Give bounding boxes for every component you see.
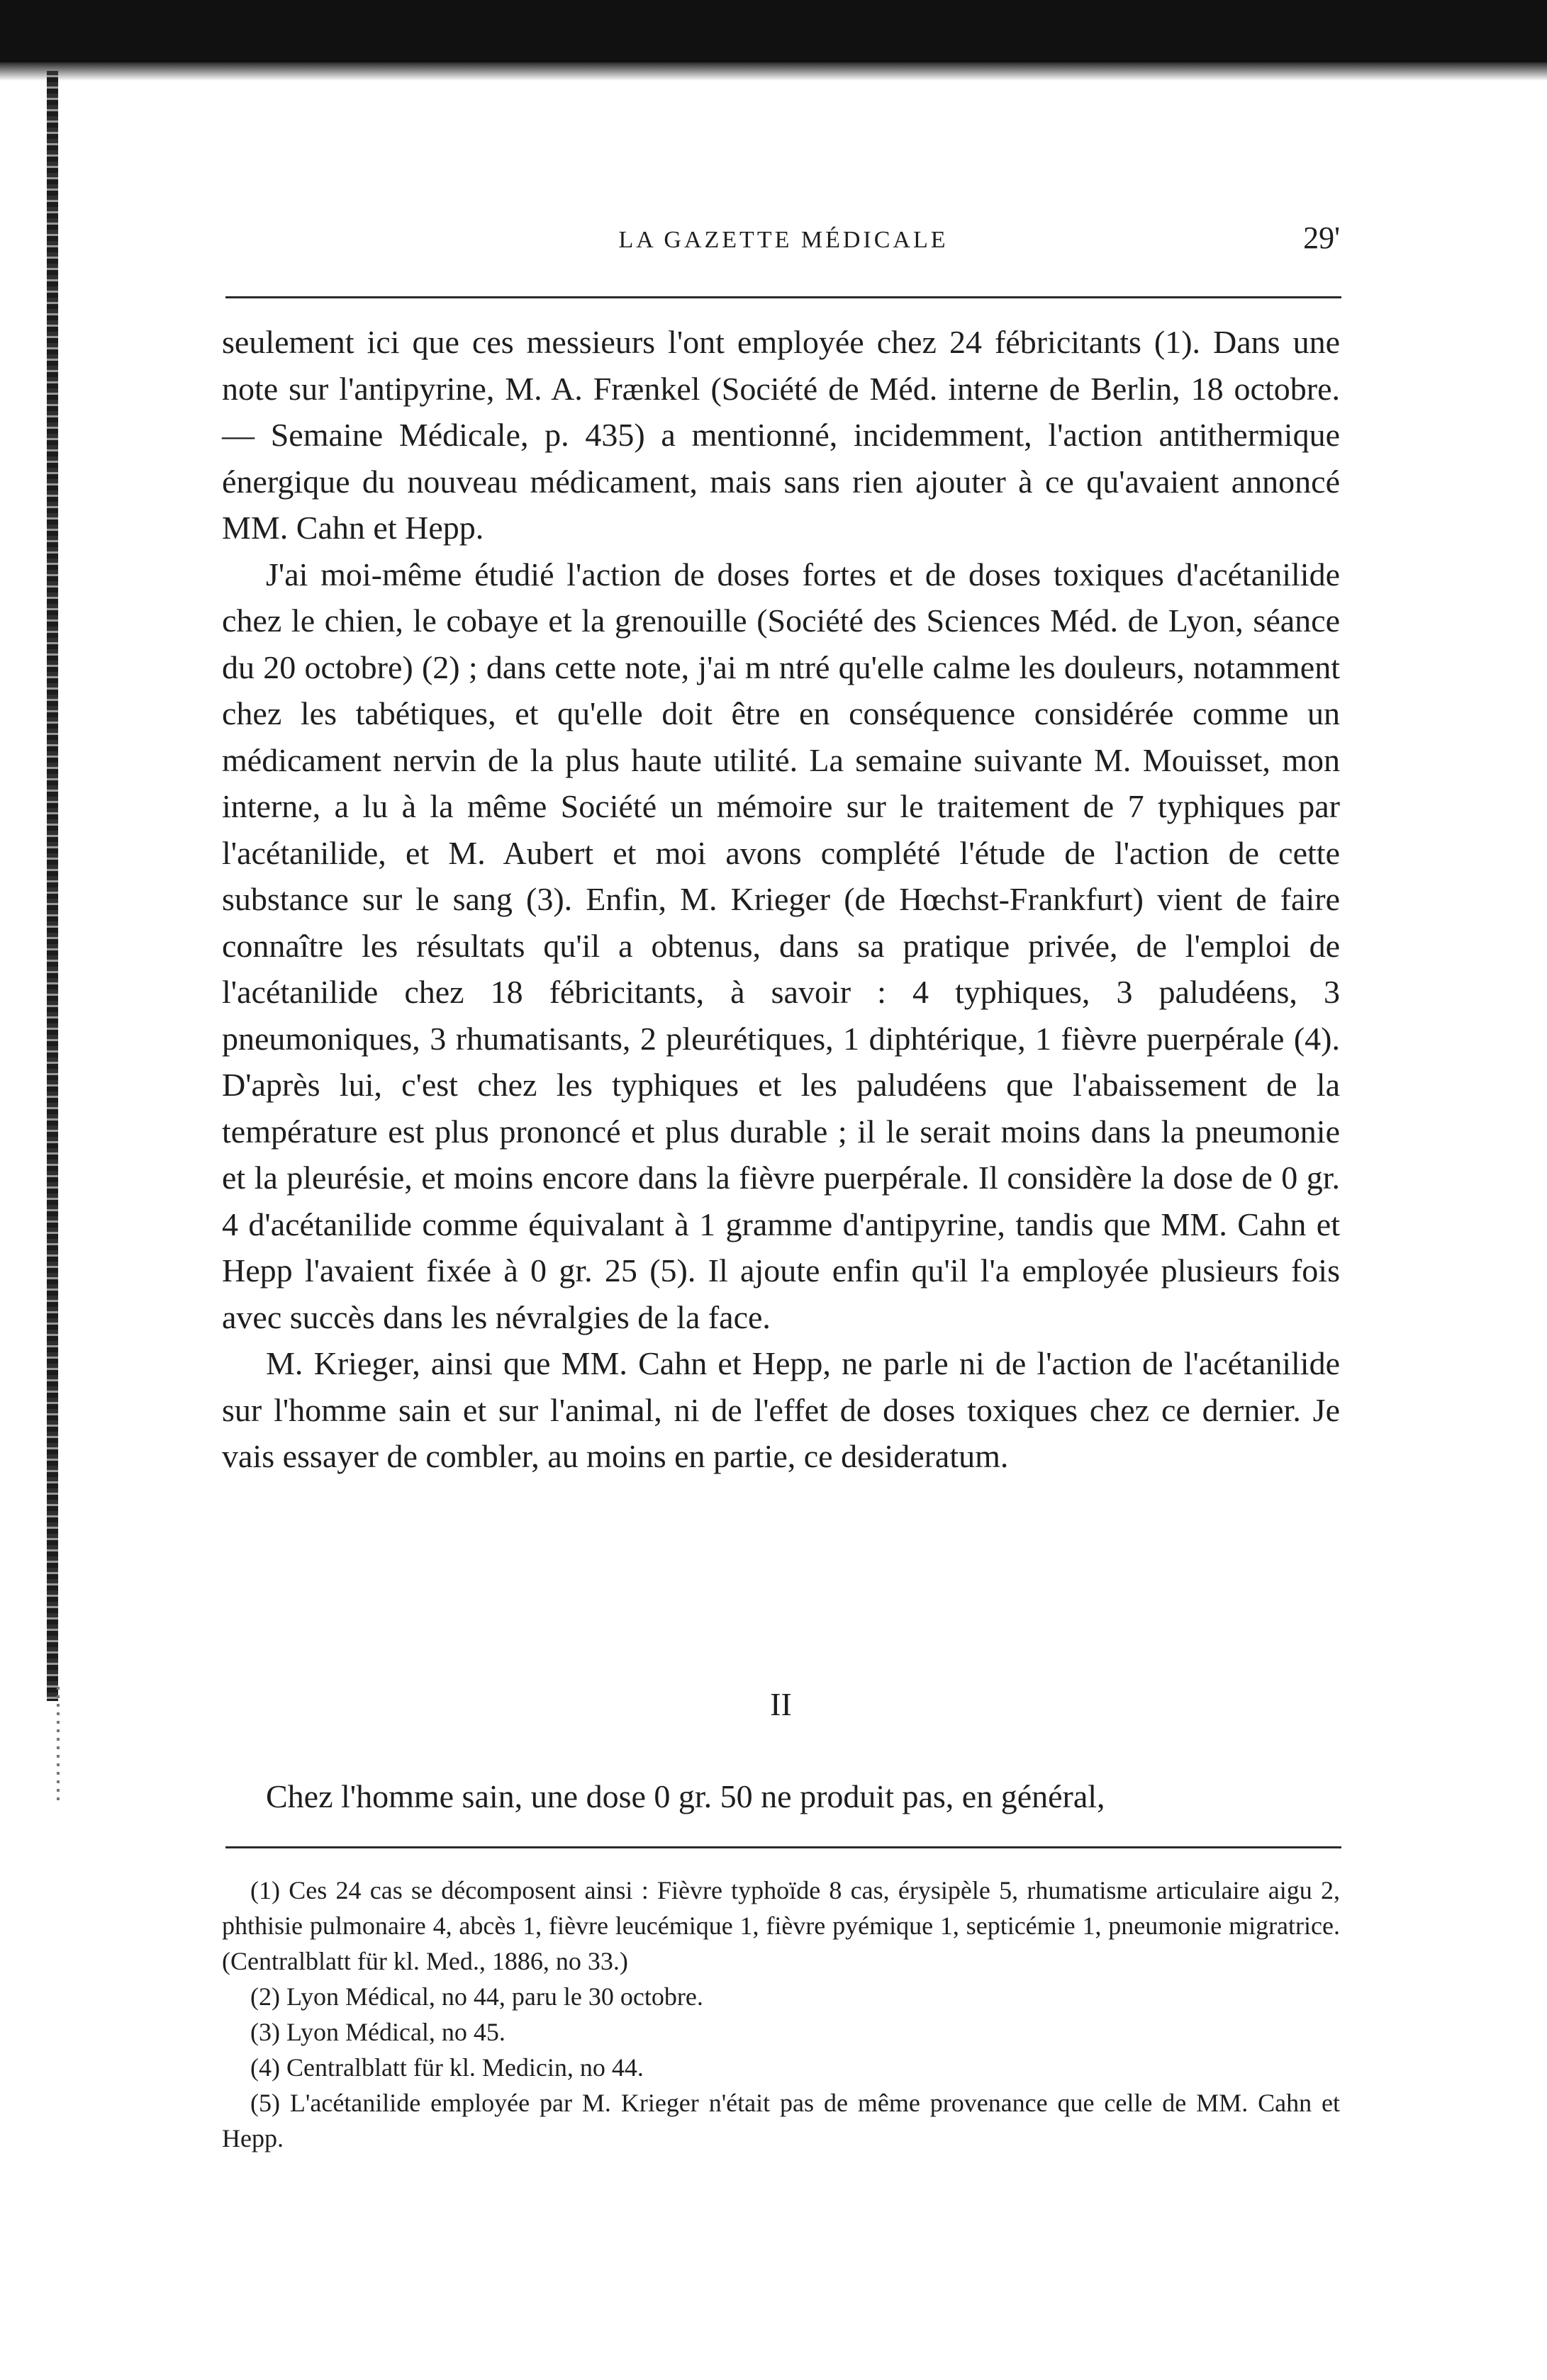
footnote: (4) Centralblatt für kl. Medicin, no 44.: [250, 2053, 644, 2082]
page-header: [227, 220, 1340, 269]
paragraph: M. Krieger, ainsi que MM. Cahn et Hepp, ne parle ni de l'action de l'acétanilide sur l'homme sain et sur l'animal, ni de l'effet de doses toxiques chez ce dernier. Je vais essayer de combler, au moins en partie, ce desideratum.: [222, 1345, 1340, 1474]
running-title: LA GAZETTE MÉDICALE: [618, 227, 949, 253]
scan-top-shadow: [0, 62, 1547, 81]
scan-binding-edge: [47, 71, 58, 1701]
header-rule: [225, 296, 1341, 298]
page-number: 29': [1303, 220, 1340, 255]
section-first-line: Chez l'homme sain, une dose 0 gr. 50 ne produit pas, en général,: [266, 1778, 1105, 1814]
paragraph: seulement ici que ces messieurs l'ont employée chez 24 fébricitants (1). Dans une note sur l'antipyrine, M. A. Frænkel (Société de Méd. interne de Berlin, 18 octobre. — Semaine Médicale, p. 435) a mentionné, incidemment, l'action antithermique énergique du nouveau médicament, mais sans rien ajouter à ce qu'avaient annoncé MM. Cahn et Hepp.: [222, 324, 1340, 546]
footnote-rule: [225, 1846, 1341, 1848]
scan-binding-edge-fade: [57, 1687, 60, 1800]
scan-top-band: [0, 0, 1547, 62]
footnote: (1) Ces 24 cas se décomposent ainsi : Fièvre typhoïde 8 cas, érysipèle 5, rhumatisme articulaire aigu 2, phthisie pulmonaire 4, abcès 1, fièvre leucémique 1, fièvre pyémique 1, septicémie 1, pneumonie migratrice. (Centralblatt für kl. Med., 1886, no 33.): [222, 1876, 1340, 1975]
footnotes: [222, 1873, 1340, 2156]
paragraph: J'ai moi-même étudié l'action de doses fortes et de doses toxiques d'acétanilide chez le chien, le cobaye et la grenouille (Société des Sciences Méd. de Lyon, séance du 20 octobre) (2) ; dans cette note, j'ai m ntré qu'elle calme les douleurs, notamment chez les tabétiques, et qu'elle doit être en conséquence considérée comme un médicament nervin de la plus haute utilité. La semaine suivante M. Mouisset, mon interne, a lu à la même Société un mémoire sur le traitement de 7 typhiques par l'acétanilide, et M. Aubert et moi avons complété l'étude de l'action de cette substance sur le sang (3). Enfin, M. Krieger (de Hœchst-Frankfurt) vient de faire connaître les résultats qu'il a obtenus, dans sa pratique privée, de l'emploi de l'acétanilide chez 18 fébricitants, à savoir : 4 typhiques, 3 paludéens, 3 pneumoniques, 3 rhumatisants, 2 pleurétiques, 1 diphtérique, 1 fièvre puerpérale (4). D'après lui, c'est chez les typhiques et les paludéens que l'abaissement de la température est plus prononcé et plus durable ; il le serait moins dans la pneumonie et la pleurésie, et moins encore dans la fièvre puerpérale. Il considère la dose de 0 gr. 4 d'acétanilide comme équivalant à 1 gramme d'antipyrine, tandis que MM. Cahn et Hepp l'avaient fixée à 0 gr. 25 (5). Il ajoute enfin qu'il l'a employée plusieurs fois avec succès dans les névralgies de la face.: [222, 556, 1340, 1335]
footnote: (2) Lyon Médical, no 44, paru le 30 octobre.: [250, 1982, 703, 2011]
footnote: (5) L'acétanilide employée par M. Krieger n'était pas de même provenance que celle de MM. Cahn et Hepp.: [222, 2089, 1340, 2152]
section-heading: II: [770, 1686, 792, 1722]
footnote: (3) Lyon Médical, no 45.: [250, 2018, 506, 2046]
main-text: [222, 319, 1340, 1480]
